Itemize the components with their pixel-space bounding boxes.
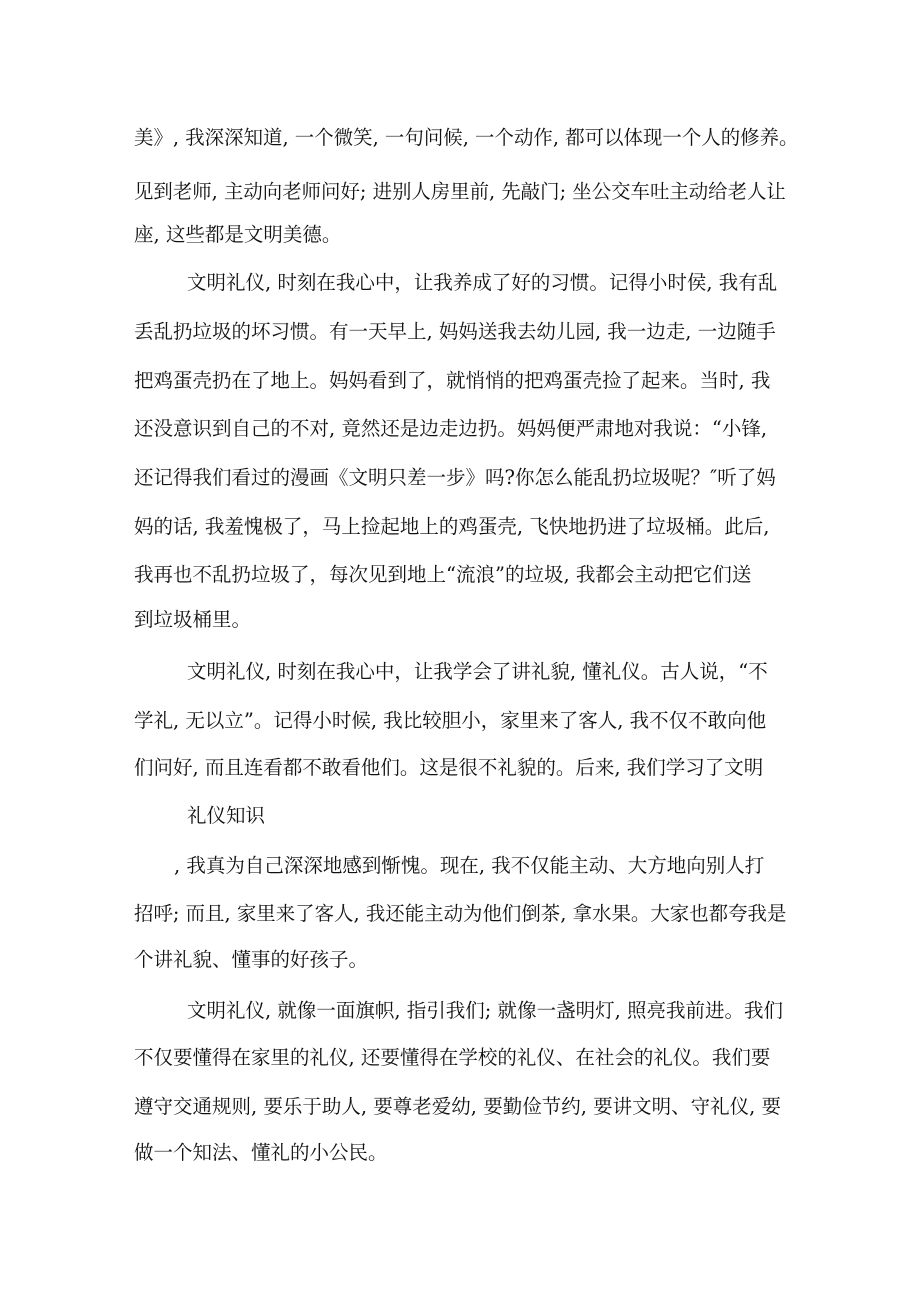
text-line: 丢乱扔垃圾的坏习惯。有一天早上, 妈妈送我去幼儿园, 我一边走, 一边随手 — [134, 320, 776, 343]
text-line: 文明礼仪, 就像一面旗帜, 指引我们; 就像一盏明灯, 照亮我前进。我们 — [187, 999, 783, 1022]
text-line: 还记得我们看过的漫画《文明只差一步》吗?你怎么能乱扔垃圾呢？″听了妈 — [134, 466, 776, 489]
text-line: 个讲礼貌、懂事的好孩子。 — [134, 948, 369, 971]
text-line: 我再也不乱扔垃圾了，每次见到地上“流浪”的垃圾, 我都会主动把它们送 — [134, 563, 752, 586]
text-line: 妈的话, 我羞愧极了，马上捡起地上的鸡蛋壳, 飞快地扔进了垃圾桶。此后, — [134, 515, 770, 538]
text-line: 招呼; 而且, 家里来了客人, 我还能主动为他们倒茶, 拿水果。大家也都夸我是 — [134, 902, 787, 925]
text-line: 礼仪知识 — [187, 804, 266, 827]
text-line: 把鸡蛋壳扔在了地上。妈妈看到了，就悄悄的把鸡蛋壳捡了起来。当时, 我 — [134, 369, 771, 392]
text-line: , 我真为自己深深地感到惭愧。现在, 我不仅能主动、大方地向别人打 — [174, 854, 765, 877]
text-line: 美》, 我深深知道, 一个微笑, 一句问候, 一个动作, 都可以体现一个人的修养。 — [134, 126, 799, 149]
text-line: 到垃圾桶里。 — [134, 608, 252, 631]
text-line: 还没意识到自己的不对, 竟然还是边走边扔。妈妈便严肃地对我说：“小锋, — [134, 417, 768, 440]
text-line: 不仅要懂得在家里的礼仪, 还要懂得在学校的礼仪、在社会的礼仪。我们要 — [134, 1046, 771, 1069]
text-line: 文明礼仪, 时刻在我心中，让我养成了好的习惯。记得小时侯, 我有乱 — [187, 271, 778, 294]
text-line: 学礼, 无以立”。记得小时候, 我比较胆小，家里来了客人, 我不仅不敢向他 — [134, 709, 767, 732]
text-line: 见到老师, 主动向老师问好; 进别人房里前, 先敲门; 坐公交车吐主动给老人让 — [134, 180, 786, 203]
text-line: 文明礼仪, 时刻在我心中，让我学会了讲礼貌, 懂礼仪。古人说，“不 — [187, 660, 768, 683]
text-line: 们问好, 而且连看都不敢看他们。这是很不礼貌的。后来, 我们学习了文明 — [134, 756, 764, 779]
text-line: 座, 这些都是文明美德。 — [134, 223, 342, 246]
text-line: 遵守交通规则, 要乐于助人, 要尊老爱幼, 要勤俭节约, 要讲文明、守礼仪, 要 — [134, 1095, 781, 1118]
text-line: 做一个知法、懂礼的小公民。 — [134, 1141, 388, 1164]
